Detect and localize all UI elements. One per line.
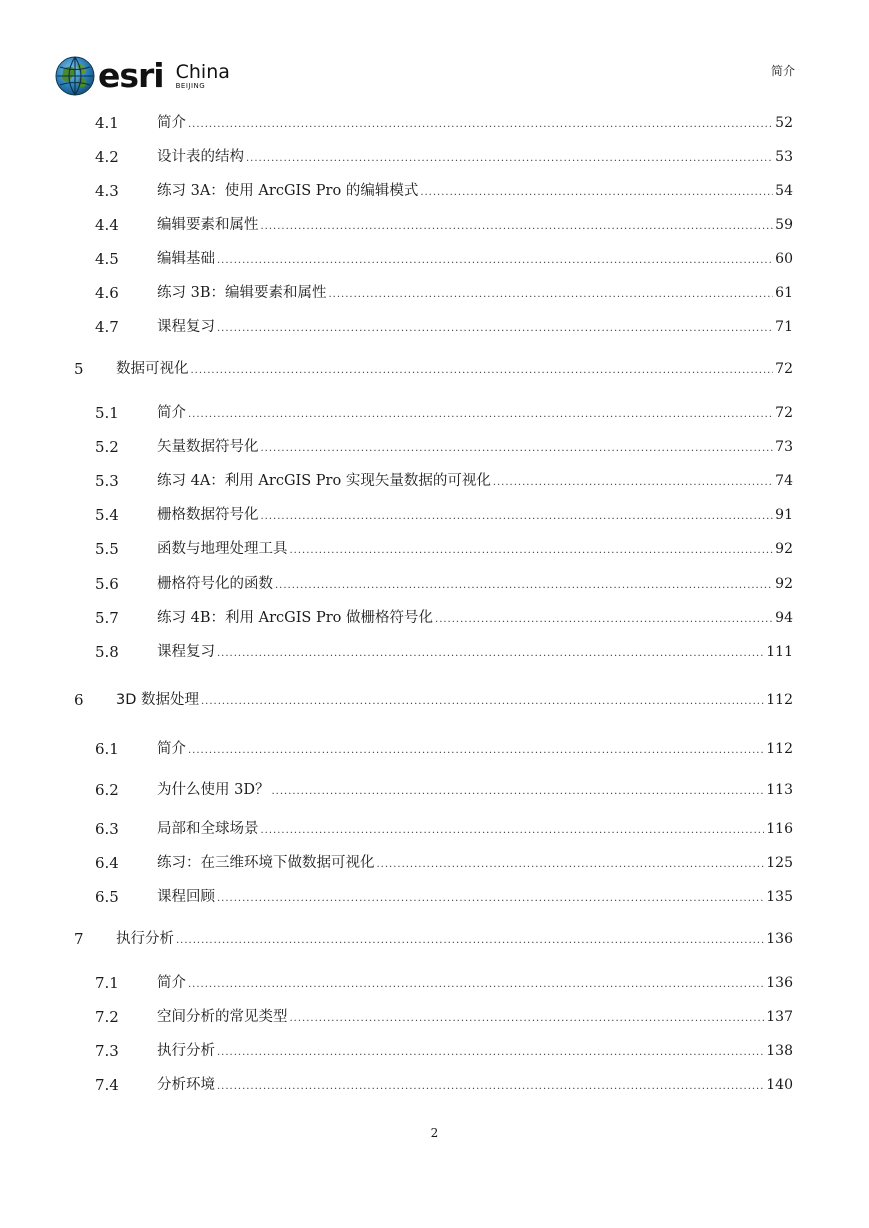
toc-title: 数据可视化 xyxy=(116,361,189,377)
toc-number: 6.2 xyxy=(95,781,119,799)
toc-entry[interactable] xyxy=(0,1040,869,1062)
toc-leader xyxy=(176,930,764,952)
toc-page: 136 xyxy=(766,931,793,947)
toc-leader xyxy=(217,1076,764,1098)
toc-title: 执行分析 xyxy=(157,1043,215,1059)
toc-chapter-entry[interactable] xyxy=(0,689,869,711)
toc-title: 练习 3A：使用 ArcGIS Pro 的编辑模式 xyxy=(157,183,419,199)
toc-title: 课程回顾 xyxy=(157,889,215,905)
toc-leader xyxy=(271,781,764,803)
page-number: 2 xyxy=(430,1126,439,1140)
toc-number: 4.1 xyxy=(95,114,119,132)
toc-page: 72 xyxy=(775,361,793,377)
toc-page: 74 xyxy=(775,473,793,489)
toc-leader xyxy=(188,974,764,996)
toc-entry[interactable] xyxy=(0,180,869,202)
toc-number: 7.2 xyxy=(95,1008,119,1026)
toc-title: 执行分析 xyxy=(116,931,174,947)
toc-entry[interactable] xyxy=(0,818,869,840)
toc-title: 简介 xyxy=(157,741,186,757)
toc-page: 111 xyxy=(766,644,793,660)
toc-page: 125 xyxy=(766,855,793,871)
toc-number: 6 xyxy=(74,691,84,709)
toc-leader xyxy=(217,643,764,665)
toc-leader xyxy=(261,438,774,460)
toc-leader xyxy=(188,740,764,762)
toc-title: 简介 xyxy=(157,115,186,131)
toc-page: 52 xyxy=(775,115,793,131)
toc-entry[interactable] xyxy=(0,112,869,134)
toc-number: 4.5 xyxy=(95,250,119,268)
toc-page: 112 xyxy=(766,692,793,708)
toc-page: 54 xyxy=(775,183,793,199)
toc-entry[interactable] xyxy=(0,402,869,424)
toc-leader xyxy=(435,609,773,631)
toc-entry[interactable] xyxy=(0,214,869,236)
toc-number: 6.4 xyxy=(95,854,119,872)
toc-number: 4.3 xyxy=(95,182,119,200)
toc-page: 53 xyxy=(775,149,793,165)
toc-title: 设计表的结构 xyxy=(157,149,244,165)
toc-title: 矢量数据符号化 xyxy=(157,439,259,455)
toc-entry[interactable] xyxy=(0,1074,869,1096)
toc-title: 简介 xyxy=(157,975,186,991)
toc-page: 59 xyxy=(775,217,793,233)
toc-title: 简介 xyxy=(157,405,186,421)
toc-leader xyxy=(217,888,764,910)
toc-leader xyxy=(420,182,773,204)
toc-entry[interactable] xyxy=(0,146,869,168)
toc-entry[interactable] xyxy=(0,316,869,338)
toc-leader xyxy=(261,506,774,528)
toc-number: 6.1 xyxy=(95,740,119,758)
toc-entry[interactable] xyxy=(0,641,869,663)
toc-leader xyxy=(217,318,773,340)
toc-page: 60 xyxy=(775,251,793,267)
toc-entry[interactable] xyxy=(0,738,869,760)
toc-page: 92 xyxy=(775,576,793,592)
toc-number: 4.4 xyxy=(95,216,119,234)
header-section-title: 简介 xyxy=(770,64,795,78)
toc-page: 73 xyxy=(775,439,793,455)
toc-number: 6.3 xyxy=(95,820,119,838)
toc-title: 空间分析的常见类型 xyxy=(157,1009,288,1025)
toc-number: 5.1 xyxy=(95,404,119,422)
toc-title: 分析环境 xyxy=(157,1077,215,1093)
toc-entry[interactable] xyxy=(0,538,869,560)
toc-entry[interactable] xyxy=(0,436,869,458)
toc-page: 136 xyxy=(766,975,793,991)
toc-entry[interactable] xyxy=(0,852,869,874)
toc-page: 61 xyxy=(775,285,793,301)
toc-leader xyxy=(261,216,774,238)
toc-title: 为什么使用 3D？ xyxy=(157,782,270,798)
toc-entry[interactable] xyxy=(0,1006,869,1028)
logo-wordmark: esri xyxy=(98,56,164,95)
toc-title: 栅格数据符号化 xyxy=(157,507,259,523)
toc-entry[interactable] xyxy=(0,972,869,994)
toc-number: 5.5 xyxy=(95,540,119,558)
toc-number: 7.4 xyxy=(95,1076,119,1094)
toc-leader xyxy=(246,148,773,170)
toc-page: 138 xyxy=(766,1043,793,1059)
toc-page: 91 xyxy=(775,507,793,523)
toc-entry[interactable] xyxy=(0,607,869,629)
toc-page: 113 xyxy=(766,782,793,798)
toc-leader xyxy=(201,691,764,713)
toc-number: 5.3 xyxy=(95,472,119,490)
toc-title: 栅格符号化的函数 xyxy=(157,576,273,592)
toc-title: 练习 4B：利用 ArcGIS Pro 做栅格符号化 xyxy=(157,610,434,626)
toc-leader xyxy=(217,250,773,272)
toc-leader xyxy=(377,854,765,876)
toc-entry[interactable] xyxy=(0,886,869,908)
toc-entry[interactable] xyxy=(0,573,869,595)
toc-number: 7 xyxy=(74,930,84,948)
toc-leader xyxy=(188,404,773,426)
logo-china-text: China xyxy=(175,61,230,83)
toc-leader xyxy=(217,1042,764,1064)
toc-page: 112 xyxy=(766,741,793,757)
toc-leader xyxy=(261,820,765,842)
toc-title: 练习 4A：利用 ArcGIS Pro 实现矢量数据的可视化 xyxy=(157,473,491,489)
toc-leader xyxy=(188,114,773,136)
toc-number: 5 xyxy=(74,360,84,378)
toc-title: 3D 数据处理 xyxy=(116,692,199,708)
toc-chapter-entry[interactable] xyxy=(0,358,869,380)
toc-page: 71 xyxy=(775,319,793,335)
toc-leader xyxy=(275,575,773,597)
toc-number: 5.8 xyxy=(95,643,119,661)
toc-leader xyxy=(290,540,774,562)
toc-number: 5.6 xyxy=(95,575,119,593)
toc-page: 72 xyxy=(775,405,793,421)
toc-page: 137 xyxy=(766,1009,793,1025)
toc-number: 6.5 xyxy=(95,888,119,906)
toc-title: 局部和全球场景 xyxy=(157,821,259,837)
toc-leader xyxy=(493,472,773,494)
toc-page: 140 xyxy=(766,1077,793,1093)
toc-page: 116 xyxy=(766,821,793,837)
toc-number: 7.3 xyxy=(95,1042,119,1060)
toc-entry[interactable] xyxy=(0,779,869,801)
toc-title: 编辑基础 xyxy=(157,251,215,267)
toc-number: 5.2 xyxy=(95,438,119,456)
toc-number: 5.4 xyxy=(95,506,119,524)
toc-entry[interactable] xyxy=(0,504,869,526)
toc-leader xyxy=(329,284,774,306)
toc-number: 4.7 xyxy=(95,318,119,336)
toc-number: 7.1 xyxy=(95,974,119,992)
toc-entry[interactable] xyxy=(0,248,869,270)
toc-entry[interactable] xyxy=(0,282,869,304)
toc-number: 4.6 xyxy=(95,284,119,302)
toc-title: 课程复习 xyxy=(157,644,215,660)
toc-page: 94 xyxy=(775,610,793,626)
toc-title: 练习：在三维环境下做数据可视化 xyxy=(157,855,375,871)
toc-number: 4.2 xyxy=(95,148,119,166)
toc-entry[interactable] xyxy=(0,470,869,492)
toc-leader xyxy=(191,360,774,382)
toc-page: 135 xyxy=(766,889,793,905)
toc-page: 92 xyxy=(775,541,793,557)
toc-leader xyxy=(290,1008,765,1030)
toc-title: 函数与地理处理工具 xyxy=(157,541,288,557)
toc-title: 编辑要素和属性 xyxy=(157,217,259,233)
toc-chapter-entry[interactable] xyxy=(0,928,869,950)
toc-title: 练习 3B：编辑要素和属性 xyxy=(157,285,327,301)
toc-title: 课程复习 xyxy=(157,319,215,335)
logo-beijing-text: BEIJING xyxy=(175,82,206,90)
toc-number: 5.7 xyxy=(95,609,119,627)
